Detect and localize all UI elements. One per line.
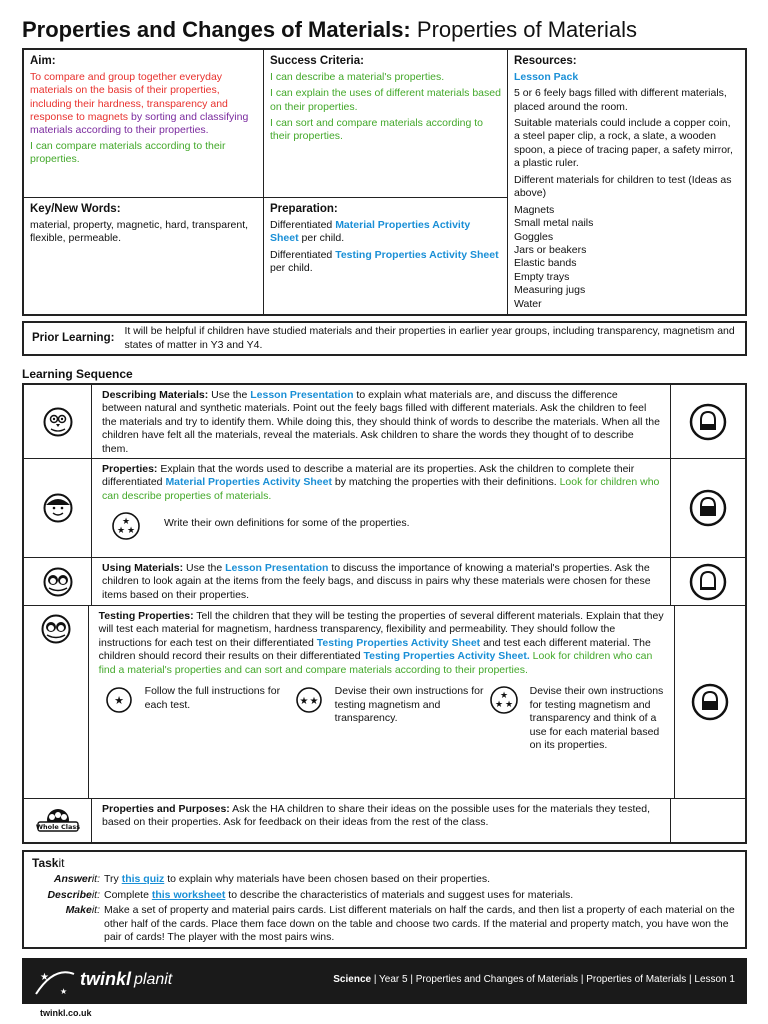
worksheet-link[interactable]: this worksheet — [151, 888, 226, 901]
resource-item: Suitable materials could include a copper coin, a steel paper clip, a rock, a slate, a wooden spoon, a piece of tracing paper, a safety mirror, a plastic ruler. — [514, 117, 733, 170]
material-properties-sheet-link[interactable]: Material Properties Activity Sheet — [165, 476, 332, 489]
twinkl-url[interactable]: twinkl.co.uk — [40, 1008, 92, 1018]
differentiation-row — [99, 685, 664, 752]
sequence-row-purposes — [24, 799, 745, 844]
diff-middle-text: Devise their own instructions for testing magnetism and transparency. — [334, 685, 484, 725]
describing-text: Describing Materials: Use the Lesson Presentation to explain what materials are, and discuss the difference between natural and synthetic materials. Point out the feely bags filled with different materials. Ask the children to feel the materials and try to identify them. While doing this, they should think of words to describe the materials. When all the children have felt all the materials, reveal the materials. Ask children to share the words they thought of to describe them. — [92, 385, 671, 458]
properties-text: Properties: Explain that the words used to describe a material are its properties. Ask the children to complete their differentiated Material Properties Activity Sheet by matching the properties with their definitions. Look for children who can describe properties of materials. ★ ★ ★ Write their own definitions for some of the properties. — [92, 459, 671, 557]
sequence-row-testing — [24, 606, 745, 799]
svg-text:★: ★ — [60, 987, 68, 996]
taskit-make-row: Makeit: Make a set of property and material pairs cards. List different materials on half the cards, and then list a property of each material on the other half of the cards. Place them face down on the table and choose two cards. If the material and property match, you have won the pair of cards! The player with the most pairs wins. — [65, 904, 735, 944]
learning-sequence — [22, 383, 747, 844]
using-text: Using Materials: Use the Lesson Presentation to discuss the importance of knowing a material's properties. Ask the children to look again at the items from the feely bags, and discuss in pairs why these materials were chosen for these items based on their properties. — [92, 558, 671, 605]
diff-higher — [484, 685, 664, 752]
testing-properties-sheet-link[interactable]: Testing Properties Activity Sheet. — [363, 650, 530, 663]
lesson-presentation-link[interactable]: Lesson Presentation — [225, 562, 329, 574]
smiley-icon — [24, 459, 92, 557]
svg-text:★: ★ — [499, 691, 508, 702]
preparation-heading: Preparation: — [270, 203, 338, 215]
resources-cell — [508, 50, 745, 314]
resource-item: Small metal nails — [514, 217, 594, 230]
learning-sequence-heading: Learning Sequence — [22, 367, 133, 381]
success-heading: Success Criteria: — [270, 55, 364, 67]
svg-text:★: ★ — [504, 700, 513, 711]
testing-properties-sheet-link[interactable]: Testing Properties Activity Sheet — [316, 636, 481, 649]
success-item: I can describe a material's properties. — [270, 70, 445, 83]
assessment-empty — [671, 799, 745, 844]
title-light: Properties of Materials — [416, 17, 637, 42]
lesson-presentation-link[interactable]: Lesson Presentation — [250, 389, 354, 401]
aim-text: To compare and group together everyday materials on the basis of their properties, including their hardness, transparency and response to magnets by sorting and classifying materials according to their properties. — [30, 70, 249, 137]
resource-item: Jars or beakers — [514, 243, 587, 256]
twinkl-star-logo-icon — [30, 964, 78, 1000]
svg-text:★: ★ — [309, 696, 319, 708]
two-stars-icon — [289, 685, 329, 715]
owl-icon — [24, 385, 92, 458]
pair-faces-icon — [24, 558, 92, 605]
extension-text: Write their own definitions for some of the properties. — [164, 517, 410, 530]
aim-cell — [24, 50, 264, 198]
success-criteria-cell — [264, 50, 508, 198]
diff-middle — [289, 685, 484, 752]
material-properties-sheet-link[interactable]: Material Properties Activity Sheet — [270, 218, 471, 245]
resource-item: Measuring jugs — [514, 284, 586, 297]
resource-item: Goggles — [514, 230, 554, 243]
lesson-pack-link[interactable]: Lesson Pack — [514, 70, 579, 83]
svg-text:★: ★ — [494, 700, 503, 711]
three-stars-icon — [102, 513, 150, 539]
sequence-row-properties — [24, 459, 745, 558]
assessment-circle-icon — [675, 606, 745, 798]
quiz-link[interactable]: this quiz — [121, 873, 165, 886]
purposes-text: Properties and Purposes: Ask the HA children to share their ideas on the possible uses for the materials they tested, based on their properties. Ask for feedback on their ideas from the rest of the class. — [92, 799, 671, 844]
svg-text:★: ★ — [299, 696, 309, 708]
taskit-answer-row: Answerit: Try this quiz to explain why materials have been chosen based on their properties. — [53, 873, 490, 886]
keywords-text: material, property, magnetic, hard, transparent, flexible, permeable. — [30, 218, 249, 245]
whole-class-icon — [24, 799, 92, 844]
svg-text:★: ★ — [113, 694, 124, 708]
resources-heading: Resources: — [514, 55, 577, 67]
twinkl-logo[interactable]: twinkl — [80, 969, 132, 989]
resource-item: Elastic bands — [514, 257, 577, 270]
sequence-row-using — [24, 558, 745, 606]
resource-item: Empty trays — [514, 270, 570, 283]
svg-text:★: ★ — [121, 517, 131, 528]
resource-item: Different materials for children to test (Ideas as above) — [514, 173, 732, 200]
testing-properties-sheet-link[interactable]: Testing Properties Activity Sheet — [335, 248, 499, 261]
sequence-row-describing — [24, 385, 745, 459]
prior-text: It will be helpful if children have studied materials and their properties in earlier year groups, including transparency, magnetism and states of matter in Y3 and Y4. — [124, 325, 735, 351]
assessment-circle-icon — [671, 459, 745, 557]
taskit-panel — [22, 850, 747, 949]
success-item: I can explain the uses of different materials based on their properties. — [270, 87, 501, 113]
svg-text:★: ★ — [126, 526, 136, 537]
aim-outcome: I can compare materials according to their properties. — [30, 139, 226, 166]
assessment-circle-icon — [671, 385, 745, 458]
breadcrumb: Science | Year 5 | Properties and Changes of Materials | Properties of Materials | Lesson 1 — [333, 974, 735, 985]
testing-text: Testing Properties: Tell the children that they will be testing the properties of several different materials. Explain that they will test each material for magnetism, hardness transparency, flexibility and permeability. They should follow the instructions for each test on their differentiated Testing Properties Activity Sheet and test each different material. The children should record their results on their differentiated Testing Properties Activity Sheet. Look for children who can find a material's properties and can sort and compare materials according to their properties. ★ Follow the full instructions for each test. ★ ★ Devise their own instructions for testing magnetism and transparency. ★ ★ ★ Devise their own instructions for testing magnetism and transparency and think of a use for each material based on its properties. — [89, 606, 675, 798]
one-star-icon — [99, 685, 139, 715]
svg-text:★: ★ — [116, 526, 126, 537]
keywords-heading: Key/New Words: — [30, 203, 121, 215]
whole-class-label: Whole Class — [35, 822, 80, 831]
resource-item: 5 or 6 feely bags filled with different materials, placed around the room. — [514, 87, 727, 113]
taskit-describe-row: Describeit: Complete this worksheet to describe the characteristics of materials and suggest uses for materials. — [47, 888, 574, 901]
diff-lower-text: Follow the full instructions for each test. — [144, 685, 281, 711]
taskit-title: Taskit — [32, 856, 65, 870]
prior-heading: Prior Learning: — [32, 332, 115, 345]
keywords-cell — [24, 198, 264, 314]
extension-row — [102, 513, 660, 539]
page-title — [22, 16, 637, 44]
three-stars-icon — [484, 685, 524, 715]
pair-faces-icon — [24, 606, 89, 798]
assessment-circle-icon — [671, 558, 745, 605]
resource-item: Magnets — [514, 203, 555, 216]
title-bold: Properties and Changes of Materials: — [22, 17, 411, 42]
diff-lower — [99, 685, 289, 752]
success-item: I can sort and compare materials according to their properties. — [270, 117, 484, 143]
overview-grid — [22, 48, 747, 316]
planit-logo: planit — [134, 971, 173, 988]
prep-line: Differentiated Material Properties Activity Sheet per child. — [270, 218, 471, 245]
preparation-cell — [264, 198, 508, 314]
diff-higher-text: Devise their own instructions for testing magnetism and transparency and think of a use for each material based on its properties. — [529, 685, 664, 751]
footer-bar — [22, 958, 747, 1004]
prior-learning — [22, 321, 747, 356]
prep-line: Differentiated Testing Properties Activity Sheet per child. — [270, 248, 499, 275]
resource-item: Water — [514, 297, 542, 310]
aim-heading: Aim: — [30, 55, 56, 67]
svg-text:★: ★ — [40, 972, 49, 983]
